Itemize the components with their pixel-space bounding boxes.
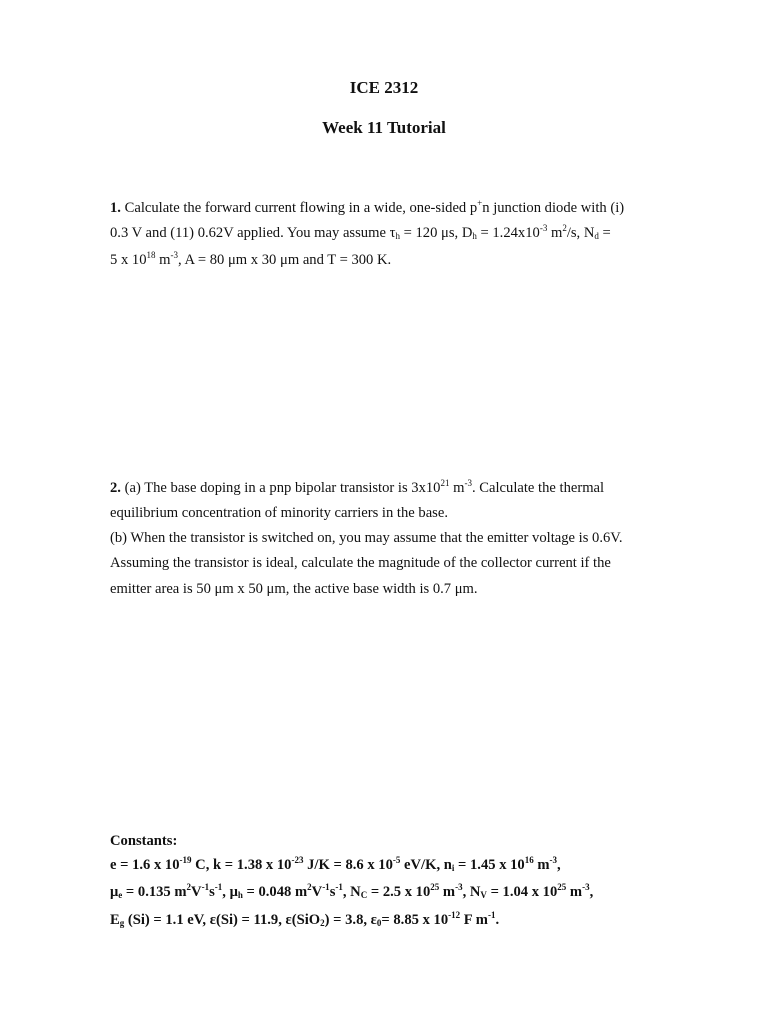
question-1-line-2: 0.3 V and (11) 0.62V applied. You may assume $\tau_h = 120$ μs, $D_h = 1.24x10^{-3}$ $m^2/s$, $N_d$ = [110, 223, 611, 241]
question-1-number: 1. [110, 200, 121, 216]
page-title: Week 11 Tutorial [322, 118, 446, 137]
question-2-line-4: Assuming the transistor is ideal, calculate the magnitude of the collector current if the [110, 555, 611, 571]
constants-line-1: e = 1.6 x $10^{-19}$ C, k = 1.38 x $10^{-23}$ J/K = 8.6 x $10^{-5}$ eV/K, $n_i = 1.45$ x $10^{16}$ $m^{-3}$, [110, 855, 561, 873]
question-2-number: 2. [110, 480, 121, 496]
question-2-line-1: 2. (a) The base doping in a pnp bipolar transistor is $3x10^{21}$ $m^{-3}$. Calculate the thermal [110, 478, 605, 496]
question-2-line-3: (b) When the transistor is switched on, you may assume that the emitter voltage is 0.6V. [110, 530, 623, 546]
question-2-line-2: equilibrium concentration of minority carriers in the base. [110, 505, 448, 521]
question-2-line-5: emitter area is 50 μm x 50 μm, the active base width is 0.7 μm. [110, 581, 478, 597]
constants-heading: Constants: [110, 833, 178, 849]
question-1-line-3: 5 x $10^{18}$ $m^{-3}$, A = 80 μm x 30 μm and T = 300 K. [110, 250, 392, 268]
constants-line-2: $\mu_e = 0.135$ $m^2V^{-1}s^{-1}$, $\mu_h = 0.048$ $m^2V^{-1}s^{-1}$, $N_C = 2.5$ x $10^{25}$ $m^{-3}$, $N_V = 1.04$ x $10^{25}$ $m^{-3}$, [110, 882, 594, 900]
question-1-line-1: 1. Calculate the forward current flowing in a wide, one-sided p+n junction diode with (i) [110, 198, 625, 216]
course-code: ICE 2312 [349, 78, 419, 97]
constants-line-3: $E_g$ (Si) = 1.1 eV, ε(Si) = 11.9, ε(SiO$_2$) = 3.8, $\varepsilon_0= 8.85$ x $10^{-12}$ F $m^{-1}$. [110, 910, 500, 928]
